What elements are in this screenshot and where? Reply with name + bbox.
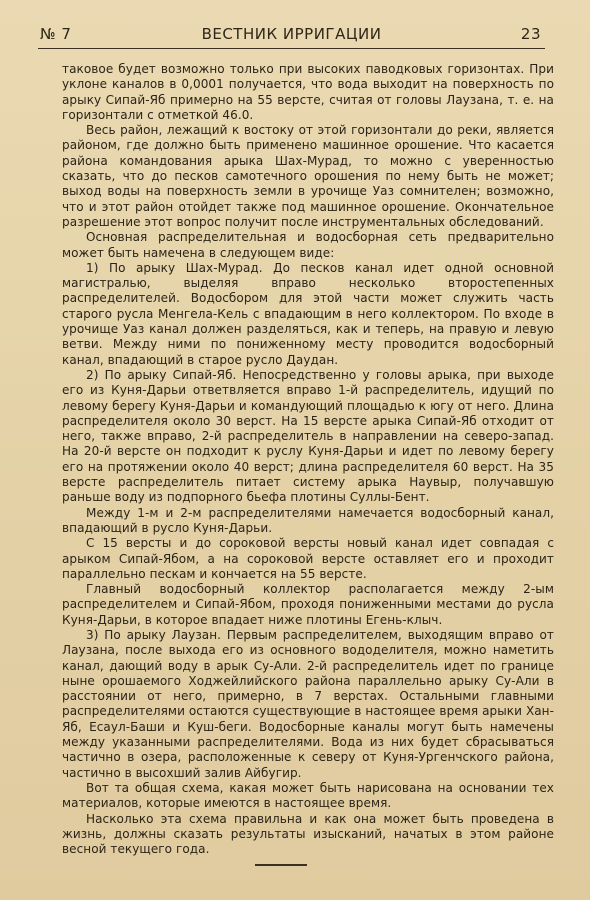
paragraph-continuation: таковое будет возможно только при высоких паводковых горизонтах. При уклоне каналов в 0,0001 получается, что вода выходит на поверхность по арыку Сипай-Яб примерно на 55 версте, считая от головы Лаузана, т. е. на горизонтали с отметкой 46.0. [62, 62, 554, 122]
paragraph-machine-irrigation: Весь район, лежащий к востоку от этой горизонтали до реки, является районом, где должно быть применено машинное орошение. Что касается района командования арыка Шах-Мурад, то можно с уверенностью сказать, что до песков самотечного орошения по нему быть не может; выход воды на поверхность земли в урочище Уаз сомнителен; возможно, что и этот район отойдет также под машинное орошение. Окончательное разрешение этот вопрос получит после инструментальных обследований. [62, 123, 554, 229]
paragraph-main-collector: Главный водосборный коллектор располагается между 2-ым распределителем и Сипай-Ябом, проходя пониженными местами до русла Куня-Дарьи, в которое впадает ниже плотины Егень-клыч. [62, 582, 554, 627]
end-rule [255, 864, 307, 866]
article-body [62, 62, 554, 857]
paragraph-collector-canal: Между 1-м и 2-м распределителями намечается водосборный канал, впадающий в русло Куня-Дарьи. [62, 505, 554, 535]
page-header [38, 22, 545, 49]
issue-number: № 7 [40, 25, 72, 43]
paragraph-network-intro: Основная распределительная и водосборная сеть предварительно может быть намечена в следующем виде: [62, 230, 554, 260]
paragraph-sipai-yab: 2) По арыку Сипай-Яб. Непосредственно у головы арыка, при выходе его из Куня-Дарьи ответвляется вправо 1-й распределитель, идущий по левому берегу Куня-Дарьи и командующий площадью к югу от него. Длина распределителя около 30 верст. На 15 версте арыка Сипай-Яб отходит от него, также вправо, 2-й распределитель в направлении на северо-запад. На 20-й версте он подходит к руслу Куня-Дарьи и идет по левому берегу его на протяжении около 40 верст; длина распределителя 60 верст. На 35 версте распределитель питает систему арыка Наувыр, получавшую раньше воду из подпорного бьефа плотины Суллы-Бент. [62, 367, 554, 505]
paragraph-lauzan: 3) По арыку Лаузан. Первым распределителем, выходящим вправо от Лаузана, после выхода его из основного вододелителя, можно наметить канал, дающий воду в арык Су-Али. 2-й распределитель идет по границе ныне орошаемого Ходжейлийского района параллельно арыку Су-Али в расстоянии от него, примерно, в 7 верстах. Остальными главными распределителями остаются существующие в настоящее время арыки Хан-Яб, Есаул-Баши и Куш-беги. Водосборные каналы могут быть намечены между указанными распределителями. Вода из них будет сбрасываться частично в озера, расположенные к северу от Куня-Ургенчского района, частично в высохший залив Айбугир. [62, 627, 554, 780]
paragraph-new-canal: С 15 версты и до сороковой версты новый канал идет совпадая с арыком Сипай-Ябом, а на сороковой версте оставляет его и проходит параллельно пескам и кончается на 55 версте. [62, 536, 554, 581]
paragraph-general-scheme: Вот та общая схема, какая может быть нарисована на основании тех материалов, которые имеются в настоящее время. [62, 780, 554, 811]
paragraph-conclusion: Насколько эта схема правильна и как она может быть проведена в жизнь, должны сказать результаты изысканий, начатых в этом районе весной текущего года. [62, 811, 554, 857]
page-number: 23 [520, 25, 541, 43]
paragraph-shah-murad: 1) По арыку Шах-Мурад. До песков канал идет одной основной магистралью, выделяя вправо несколько второстепенных распределителей. Водосбором для этой части может служить часть старого русла Менгела-Кель с впадающим в него коллектором. По входе в урочище Уаз канал должен разделяться, как и теперь, на правую и левую ветви. Между ними по пониженному месту проводится водосборный канал, впадающий в старое русло Даудан. [62, 260, 554, 367]
journal-title: ВЕСТНИК ИРРИГАЦИИ [201, 25, 382, 43]
